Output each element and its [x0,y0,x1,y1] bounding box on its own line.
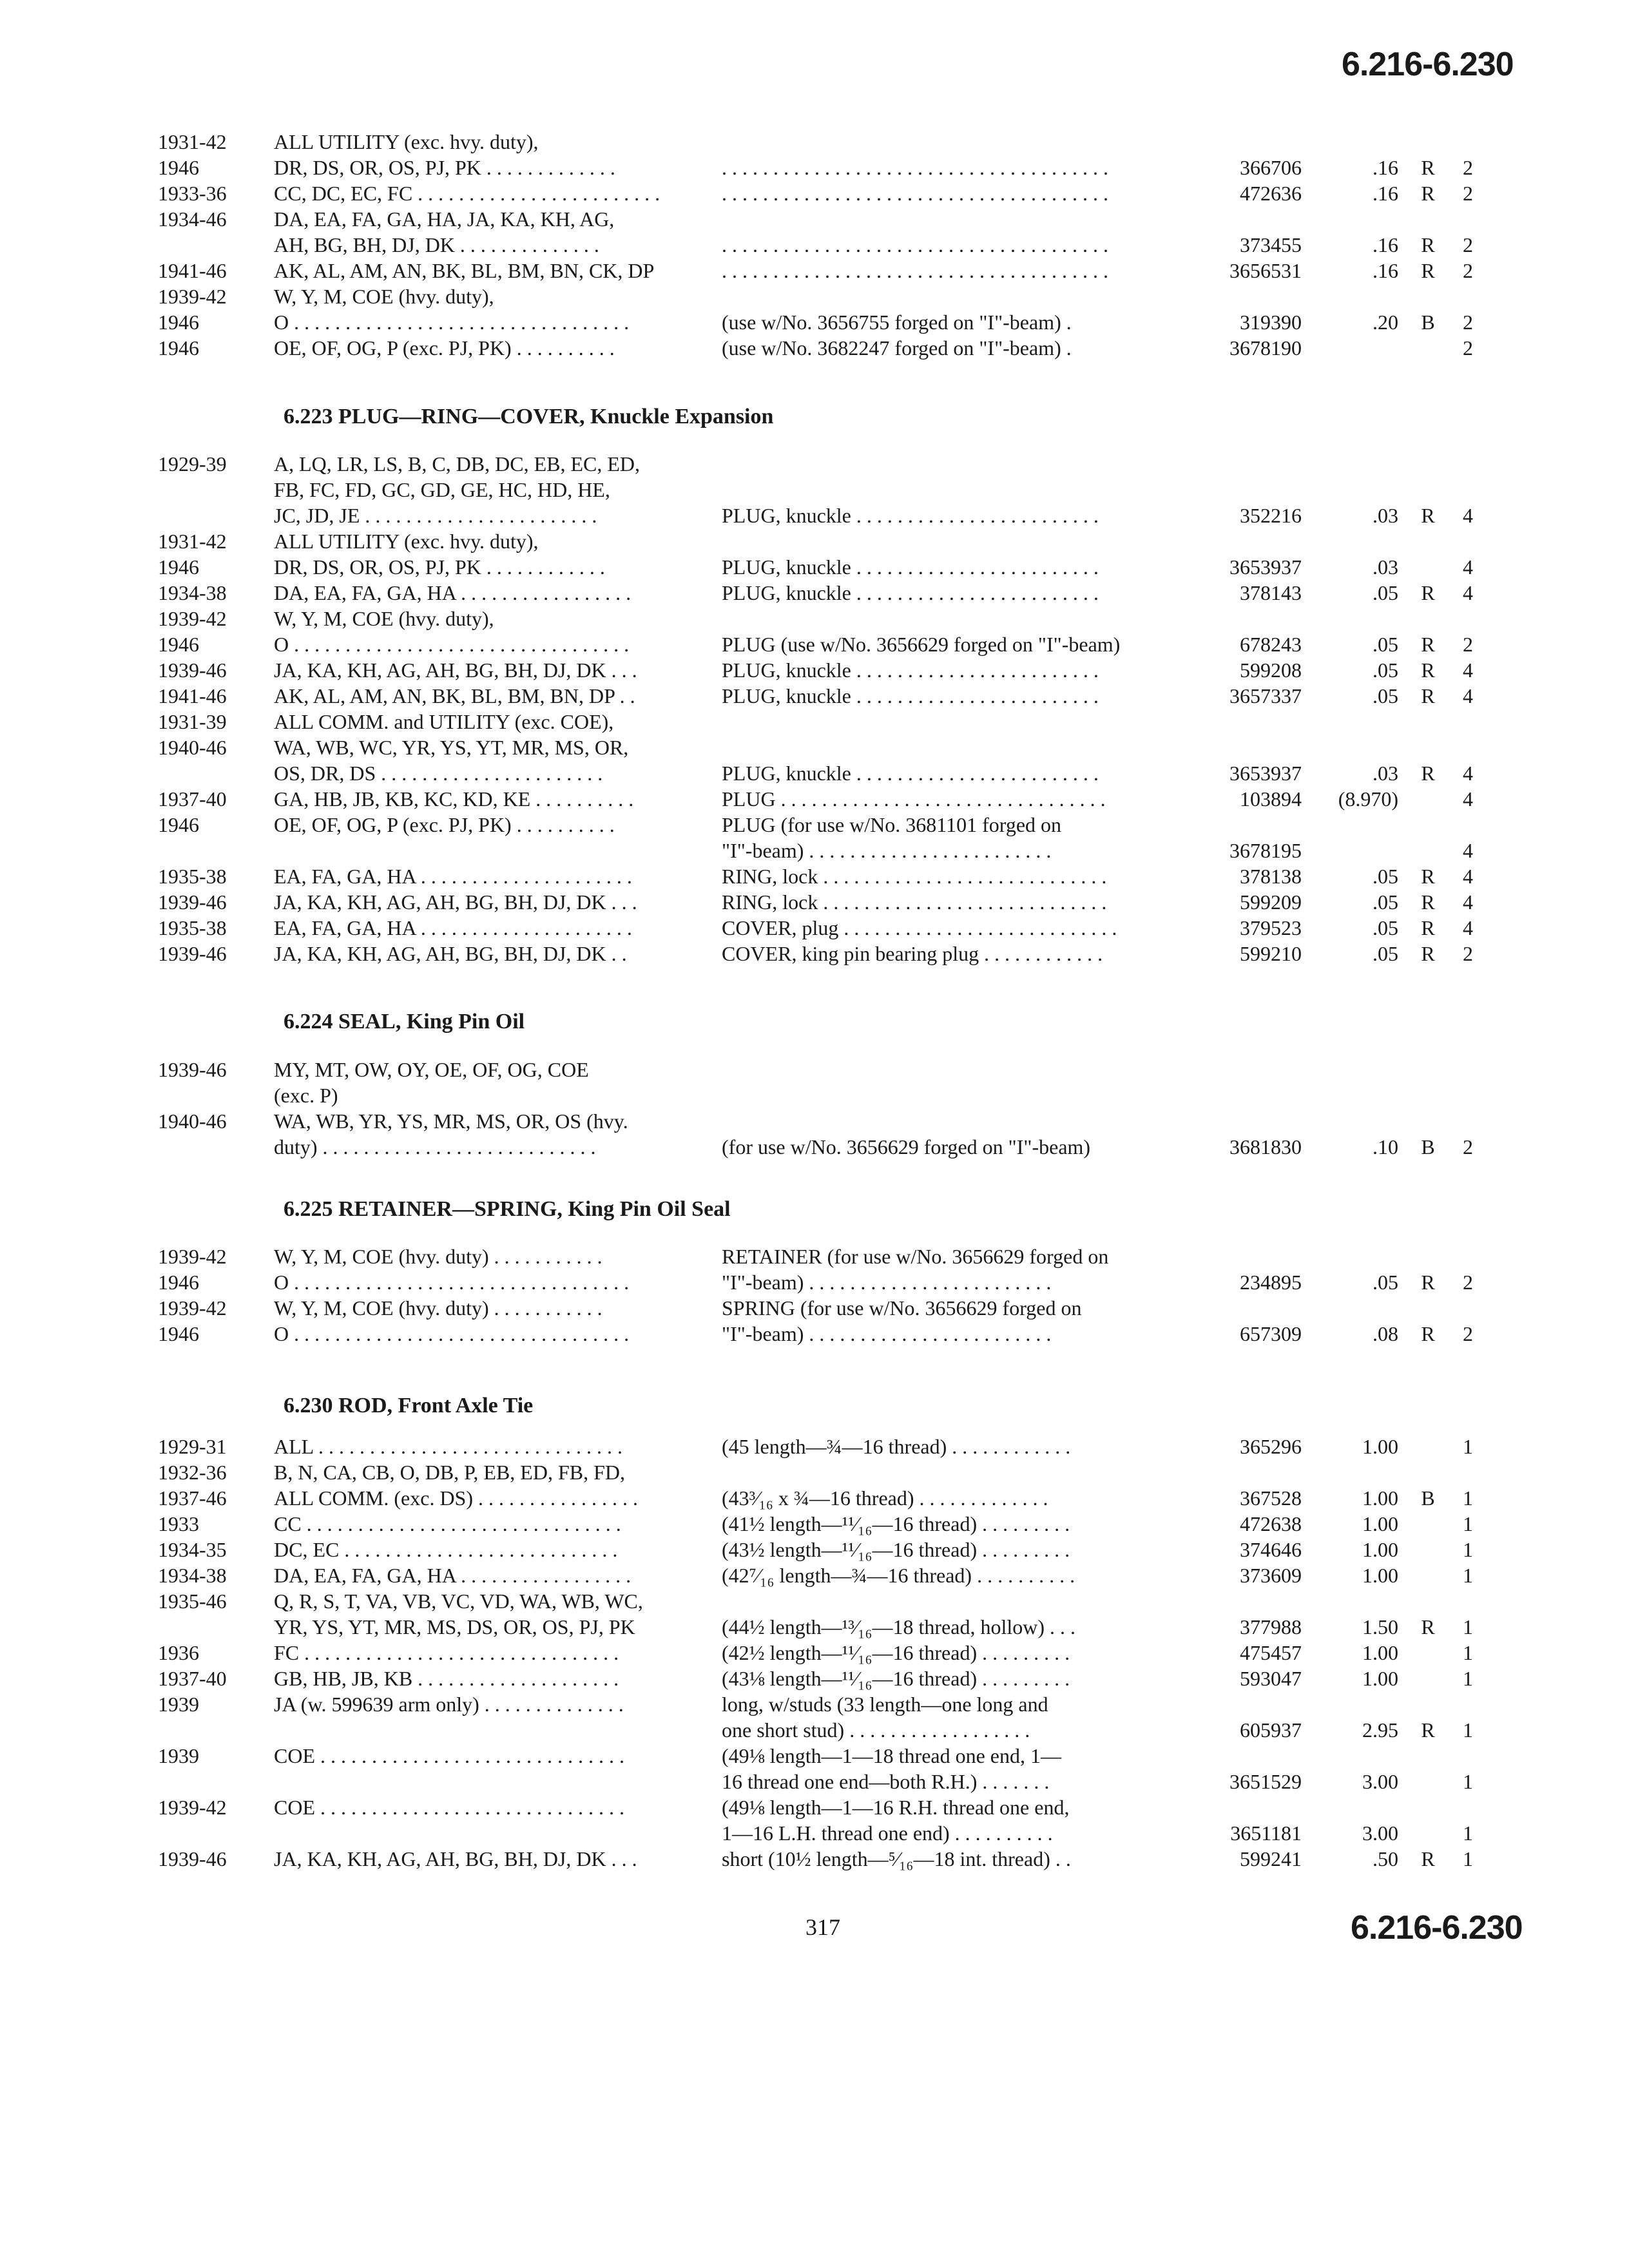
part-description: (41½ length—¹¹⁄₁₆—16 thread) . . . . . . . . . [722,1512,1070,1535]
year-range: 1939-46 [158,942,227,965]
weight-value: 1.50 [1362,1615,1398,1639]
quantity: 1 [1463,1564,1473,1587]
model-list: MY, MT, OW, OY, OE, OF, OG, COE [274,1058,589,1081]
year-range: 1936 [158,1641,199,1664]
quantity: 4 [1463,762,1473,785]
part-description: . . . . . . . . . . . . . . . . . . . . . . . . . . . . . . . . . . . . . . [722,259,1108,282]
weight-value: 1.00 [1362,1641,1398,1664]
part-number: 3653937 [1229,762,1302,785]
year-range: 1933-36 [158,182,227,205]
model-list: A, LQ, LR, LS, B, C, DB, DC, EB, EC, ED, [274,452,641,476]
part-description: (44½ length—¹³⁄₁₆—18 thread, hollow) . . . [722,1615,1075,1639]
part-number: 379523 [1240,916,1302,939]
year-range: 1935-46 [158,1590,227,1613]
weight-value: (8.970) [1338,787,1398,811]
quantity: 2 [1463,942,1473,965]
quantity: 2 [1463,336,1473,360]
model-list: DA, EA, FA, GA, HA, JA, KA, KH, AG, [274,207,615,231]
part-number: 3678190 [1229,336,1302,360]
class-code: R [1421,942,1435,965]
class-code: R [1421,1322,1435,1345]
year-range: 1929-31 [158,1435,227,1458]
model-list: FB, FC, FD, GC, GD, GE, HC, HD, HE, [274,478,610,501]
model-list: GA, HB, JB, KB, KC, KD, KE . . . . . . . . . . [274,787,634,811]
quantity: 2 [1463,259,1473,282]
part-number: 599208 [1240,658,1302,682]
part-number: 599210 [1240,942,1302,965]
weight-value: .03 [1373,504,1398,527]
part-description: COVER, king pin bearing plug . . . . . . . . . . . . [722,942,1103,965]
model-list: YR, YS, YT, MR, MS, DS, OR, OS, PJ, PK [274,1615,635,1639]
part-description: PLUG (use w/No. 3656629 forged on "I"-beam) [722,633,1121,656]
quantity: 2 [1463,1135,1473,1158]
part-description: PLUG, knuckle . . . . . . . . . . . . . . . . . . . . . . . . [722,762,1099,785]
quantity: 4 [1463,839,1473,862]
quantity: 4 [1463,658,1473,682]
class-code: R [1421,1718,1435,1742]
year-range: 1939-46 [158,658,227,682]
year-range: 1946 [158,336,199,360]
weight-value: .16 [1373,259,1398,282]
part-description: "I"-beam) . . . . . . . . . . . . . . . . . . . . . . . . [722,839,1052,862]
weight-value: 1.00 [1362,1512,1398,1535]
year-range: 1939-42 [158,1245,227,1268]
part-number: 3653937 [1229,555,1302,579]
model-list: EA, FA, GA, HA . . . . . . . . . . . . . . . . . . . . . [274,865,632,888]
year-range: 1931-39 [158,710,227,733]
part-description: PLUG, knuckle . . . . . . . . . . . . . . . . . . . . . . . . [722,684,1099,707]
part-description: SPRING (for use w/No. 3656629 forged on [722,1296,1082,1320]
model-list: JA, KA, KH, AG, AH, BG, BH, DJ, DK . . . [274,890,637,914]
year-range: 1941-46 [158,684,227,707]
quantity: 1 [1463,1718,1473,1742]
class-code: B [1421,311,1435,334]
class-code: R [1421,633,1435,656]
weight-value: .05 [1373,633,1398,656]
part-number: 3681830 [1229,1135,1302,1158]
model-list: ALL COMM. (exc. DS) . . . . . . . . . . . . . . . . [274,1486,638,1510]
model-list: DA, EA, FA, GA, HA . . . . . . . . . . . . . . . . . [274,581,631,604]
class-code: R [1421,259,1435,282]
part-description: (use w/No. 3656755 forged on "I"-beam) . [722,311,1072,334]
part-number: 3657337 [1229,684,1302,707]
part-number: 657309 [1240,1322,1302,1345]
model-list: O . . . . . . . . . . . . . . . . . . . . . . . . . . . . . . . . . [274,633,630,656]
weight-value: .05 [1373,658,1398,682]
part-number: 3678195 [1229,839,1302,862]
year-range: 1934-46 [158,207,227,231]
model-list: WA, WB, WC, YR, YS, YT, MR, MS, OR, [274,736,629,759]
quantity: 2 [1463,1322,1473,1345]
weight-value: .05 [1373,942,1398,965]
class-code: R [1421,233,1435,256]
weight-value: .16 [1373,156,1398,179]
quantity: 1 [1463,1512,1473,1535]
year-range: 1939-42 [158,1296,227,1320]
model-list: OE, OF, OG, P (exc. PJ, PK) . . . . . . . . . . [274,813,615,836]
part-description: (use w/No. 3682247 forged on "I"-beam) . [722,336,1072,360]
model-list: DC, EC . . . . . . . . . . . . . . . . . . . . . . . . . . . [274,1538,618,1561]
class-code: B [1421,1135,1435,1158]
quantity: 4 [1463,890,1473,914]
part-number: 378138 [1240,865,1302,888]
class-code: R [1421,1847,1435,1870]
part-description: PLUG, knuckle . . . . . . . . . . . . . . . . . . . . . . . . [722,658,1099,682]
model-list: AK, AL, AM, AN, BK, BL, BM, BN, CK, DP [274,259,655,282]
model-list: AH, BG, BH, DJ, DK . . . . . . . . . . . . . . [274,233,599,256]
weight-value: 1.00 [1362,1667,1398,1690]
year-range: 1946 [158,633,199,656]
part-number: 234895 [1240,1271,1302,1294]
model-list: COE . . . . . . . . . . . . . . . . . . . . . . . . . . . . . . [274,1744,624,1767]
class-code: R [1421,1615,1435,1639]
quantity: 1 [1463,1486,1473,1510]
class-code: R [1421,156,1435,179]
class-code: B [1421,1486,1435,1510]
model-list: W, Y, M, COE (hvy. duty), [274,285,494,308]
part-number: 3656531 [1229,259,1302,282]
class-code: R [1421,890,1435,914]
year-range: 1933 [158,1512,199,1535]
part-number: 367528 [1240,1486,1302,1510]
class-code: R [1421,182,1435,205]
section-heading: 6.225 RETAINER—SPRING, King Pin Oil Seal [284,1197,731,1221]
year-range: 1940-46 [158,1110,227,1133]
part-description: one short stud) . . . . . . . . . . . . . . . . . . [722,1718,1030,1742]
part-description: RETAINER (for use w/No. 3656629 forged on [722,1245,1109,1268]
weight-value: .05 [1373,581,1398,604]
weight-value: .50 [1373,1847,1398,1870]
part-description: PLUG, knuckle . . . . . . . . . . . . . . . . . . . . . . . . [722,555,1099,579]
model-list: ALL COMM. and UTILITY (exc. COE), [274,710,614,733]
part-description: RING, lock . . . . . . . . . . . . . . . . . . . . . . . . . . . . [722,890,1107,914]
part-description: long, w/studs (33 length—one long and [722,1693,1048,1716]
weight-value: 2.95 [1362,1718,1398,1742]
part-description: (43³⁄₁₆ x ¾—16 thread) . . . . . . . . . . . . . [722,1486,1048,1510]
part-description: 1—16 L.H. thread one end) . . . . . . . . . . [722,1821,1053,1845]
part-number: 352216 [1240,504,1302,527]
weight-value: .16 [1373,233,1398,256]
part-number: 377988 [1240,1615,1302,1639]
quantity: 4 [1463,555,1473,579]
part-description: COVER, plug . . . . . . . . . . . . . . . . . . . . . . . . . . . [722,916,1117,939]
year-range: 1946 [158,156,199,179]
part-number: 378143 [1240,581,1302,604]
quantity: 4 [1463,916,1473,939]
class-code: R [1421,865,1435,888]
part-number: 475457 [1240,1641,1302,1664]
quantity: 2 [1463,182,1473,205]
model-list: B, N, CA, CB, O, DB, P, EB, ED, FB, FD, [274,1461,625,1484]
model-list: ALL UTILITY (exc. hvy. duty), [274,530,539,553]
model-list: JA, KA, KH, AG, AH, BG, BH, DJ, DK . . . [274,1847,637,1870]
quantity: 4 [1463,684,1473,707]
class-code: R [1421,1271,1435,1294]
part-description: . . . . . . . . . . . . . . . . . . . . . . . . . . . . . . . . . . . . . . [722,233,1108,256]
class-code: R [1421,581,1435,604]
model-list: (exc. P) [274,1084,338,1107]
part-number: 678243 [1240,633,1302,656]
part-description: 16 thread one end—both R.H.) . . . . . . . [722,1770,1050,1793]
weight-value: .16 [1373,182,1398,205]
year-range: 1946 [158,1322,199,1345]
weight-value: .05 [1373,1271,1398,1294]
model-list: ALL . . . . . . . . . . . . . . . . . . . . . . . . . . . . . . [274,1435,623,1458]
page-number: 317 [805,1914,840,1940]
part-description: "I"-beam) . . . . . . . . . . . . . . . . . . . . . . . . [722,1322,1052,1345]
part-description: PLUG, knuckle . . . . . . . . . . . . . . . . . . . . . . . . [722,581,1099,604]
model-list: O . . . . . . . . . . . . . . . . . . . . . . . . . . . . . . . . . [274,311,630,334]
quantity: 4 [1463,865,1473,888]
weight-value: .20 [1373,311,1398,334]
part-number: 365296 [1240,1435,1302,1458]
year-range: 1940-46 [158,736,227,759]
model-list: ALL UTILITY (exc. hvy. duty), [274,130,539,153]
class-code: R [1421,658,1435,682]
weight-value: .05 [1373,865,1398,888]
part-description: (49⅛ length—1—18 thread one end, 1— [722,1744,1061,1767]
year-range: 1946 [158,813,199,836]
weight-value: 1.00 [1362,1538,1398,1561]
part-number: 103894 [1240,787,1302,811]
model-list: DA, EA, FA, GA, HA . . . . . . . . . . . . . . . . . [274,1564,631,1587]
weight-value: 1.00 [1362,1564,1398,1587]
quantity: 1 [1463,1641,1473,1664]
part-number: 599241 [1240,1847,1302,1870]
weight-value: 3.00 [1362,1770,1398,1793]
quantity: 1 [1463,1821,1473,1845]
model-list: duty) . . . . . . . . . . . . . . . . . . . . . . . . . . . [274,1135,596,1158]
year-range: 1939 [158,1693,199,1716]
year-range: 1931-42 [158,130,227,153]
part-description: (for use w/No. 3656629 forged on "I"-beam) [722,1135,1091,1158]
section-heading: 6.223 PLUG—RING—COVER, Knuckle Expansion [284,405,774,428]
quantity: 4 [1463,787,1473,811]
year-range: 1935-38 [158,916,227,939]
part-number: 366706 [1240,156,1302,179]
quantity: 1 [1463,1435,1473,1458]
year-range: 1939-42 [158,607,227,630]
weight-value: 3.00 [1362,1821,1398,1845]
part-number: 374646 [1240,1538,1302,1561]
year-range: 1939-42 [158,285,227,308]
weight-value: 1.00 [1362,1486,1398,1510]
quantity: 2 [1463,1271,1473,1294]
model-list: EA, FA, GA, HA . . . . . . . . . . . . . . . . . . . . . [274,916,632,939]
part-description: PLUG, knuckle . . . . . . . . . . . . . . . . . . . . . . . . [722,504,1099,527]
model-list: JA, KA, KH, AG, AH, BG, BH, DJ, DK . . . [274,658,637,682]
model-list: W, Y, M, COE (hvy. duty), [274,607,494,630]
section-heading: 6.224 SEAL, King Pin Oil [284,1010,525,1033]
model-list: DR, DS, OR, OS, PJ, PK . . . . . . . . . . . . [274,555,605,579]
section-heading: 6.230 ROD, Front Axle Tie [284,1394,534,1418]
class-code: R [1421,504,1435,527]
year-range: 1937-46 [158,1486,227,1510]
part-description: RING, lock . . . . . . . . . . . . . . . . . . . . . . . . . . . . [722,865,1107,888]
year-range: 1934-35 [158,1538,227,1561]
footer-section-range: 6.216-6.230 [1351,1909,1523,1946]
quantity: 4 [1463,504,1473,527]
part-description: "I"-beam) . . . . . . . . . . . . . . . . . . . . . . . . [722,1271,1052,1294]
part-number: 599209 [1240,890,1302,914]
year-range: 1941-46 [158,259,227,282]
part-description: (43⅛ length—¹¹⁄₁₆—16 thread) . . . . . . . . . [722,1667,1070,1690]
year-range: 1939-46 [158,1058,227,1081]
model-list: COE . . . . . . . . . . . . . . . . . . . . . . . . . . . . . . [274,1796,624,1819]
model-list: FC . . . . . . . . . . . . . . . . . . . . . . . . . . . . . . . [274,1641,619,1664]
quantity: 4 [1463,581,1473,604]
part-number: 593047 [1240,1667,1302,1690]
class-code: R [1421,762,1435,785]
weight-value: .05 [1373,684,1398,707]
model-list: O . . . . . . . . . . . . . . . . . . . . . . . . . . . . . . . . . [274,1271,630,1294]
model-list: CC . . . . . . . . . . . . . . . . . . . . . . . . . . . . . . . [274,1512,621,1535]
part-description: PLUG (for use w/No. 3681101 forged on [722,813,1062,836]
model-list: JC, JD, JE . . . . . . . . . . . . . . . . . . . . . . . [274,504,597,527]
weight-value: .05 [1373,890,1398,914]
part-number: 472638 [1240,1512,1302,1535]
header-section-range: 6.216-6.230 [1342,46,1514,83]
part-number: 605937 [1240,1718,1302,1742]
quantity: 1 [1463,1667,1473,1690]
model-list: O . . . . . . . . . . . . . . . . . . . . . . . . . . . . . . . . . [274,1322,630,1345]
model-list: OE, OF, OG, P (exc. PJ, PK) . . . . . . . . . . [274,336,615,360]
model-list: W, Y, M, COE (hvy. duty) . . . . . . . . . . . [274,1245,602,1268]
quantity: 1 [1463,1847,1473,1870]
model-list: AK, AL, AM, AN, BK, BL, BM, BN, DP . . [274,684,635,707]
weight-value: .08 [1373,1322,1398,1345]
model-list: OS, DR, DS . . . . . . . . . . . . . . . . . . . . . . [274,762,603,785]
year-range: 1934-38 [158,1564,227,1587]
model-list: W, Y, M, COE (hvy. duty) . . . . . . . . . . . [274,1296,602,1320]
year-range: 1939 [158,1744,199,1767]
year-range: 1932-36 [158,1461,227,1484]
part-description: . . . . . . . . . . . . . . . . . . . . . . . . . . . . . . . . . . . . . . [722,182,1108,205]
year-range: 1931-42 [158,530,227,553]
quantity: 1 [1463,1615,1473,1639]
part-description: (42⁷⁄₁₆ length—¾—16 thread) . . . . . . . . . . [722,1564,1075,1587]
year-range: 1929-39 [158,452,227,476]
part-description: short (10½ length—⁵⁄₁₆—18 int. thread) . . [722,1847,1071,1870]
year-range: 1934-38 [158,581,227,604]
weight-value: .05 [1373,916,1398,939]
part-number: 319390 [1240,311,1302,334]
quantity: 1 [1463,1538,1473,1561]
weight-value: .03 [1373,762,1398,785]
quantity: 2 [1463,233,1473,256]
part-number: 373609 [1240,1564,1302,1587]
quantity: 2 [1463,633,1473,656]
model-list: JA, KA, KH, AG, AH, BG, BH, DJ, DK . . [274,942,627,965]
quantity: 1 [1463,1770,1473,1793]
year-range: 1937-40 [158,1667,227,1690]
model-list: CC, DC, EC, FC . . . . . . . . . . . . . . . . . . . . . . . . [274,182,660,205]
part-number: 373455 [1240,233,1302,256]
quantity: 2 [1463,311,1473,334]
class-code: R [1421,916,1435,939]
class-code: R [1421,684,1435,707]
year-range: 1946 [158,311,199,334]
model-list: GB, HB, JB, KB . . . . . . . . . . . . . . . . . . . . [274,1667,619,1690]
year-range: 1946 [158,555,199,579]
year-range: 1939-46 [158,890,227,914]
part-description: PLUG . . . . . . . . . . . . . . . . . . . . . . . . . . . . . . . . [722,787,1106,811]
quantity: 2 [1463,156,1473,179]
part-description: (45 length—¾—16 thread) . . . . . . . . . . . . [722,1435,1071,1458]
year-range: 1935-38 [158,865,227,888]
year-range: 1939-46 [158,1847,227,1870]
year-range: 1939-42 [158,1796,227,1819]
part-description: (42½ length—¹¹⁄₁₆—16 thread) . . . . . . . . . [722,1641,1070,1664]
part-number: 472636 [1240,182,1302,205]
model-list: JA (w. 599639 arm only) . . . . . . . . . . . . . . [274,1693,624,1716]
model-list: DR, DS, OR, OS, PJ, PK . . . . . . . . . . . . . [274,156,615,179]
part-description: (49⅛ length—1—16 R.H. thread one end, [722,1796,1070,1819]
year-range: 1937-40 [158,787,227,811]
year-range: 1946 [158,1271,199,1294]
part-number: 3651529 [1229,1770,1302,1793]
part-description: . . . . . . . . . . . . . . . . . . . . . . . . . . . . . . . . . . . . . . [722,156,1108,179]
model-list: Q, R, S, T, VA, VB, VC, VD, WA, WB, WC, [274,1590,643,1613]
weight-value: .10 [1373,1135,1398,1158]
model-list: WA, WB, YR, YS, MR, MS, OR, OS (hvy. [274,1110,628,1133]
part-description: (43½ length—¹¹⁄₁₆—16 thread) . . . . . . . . . [722,1538,1070,1561]
weight-value: .03 [1373,555,1398,579]
weight-value: 1.00 [1362,1435,1398,1458]
part-number: 3651181 [1230,1821,1302,1845]
